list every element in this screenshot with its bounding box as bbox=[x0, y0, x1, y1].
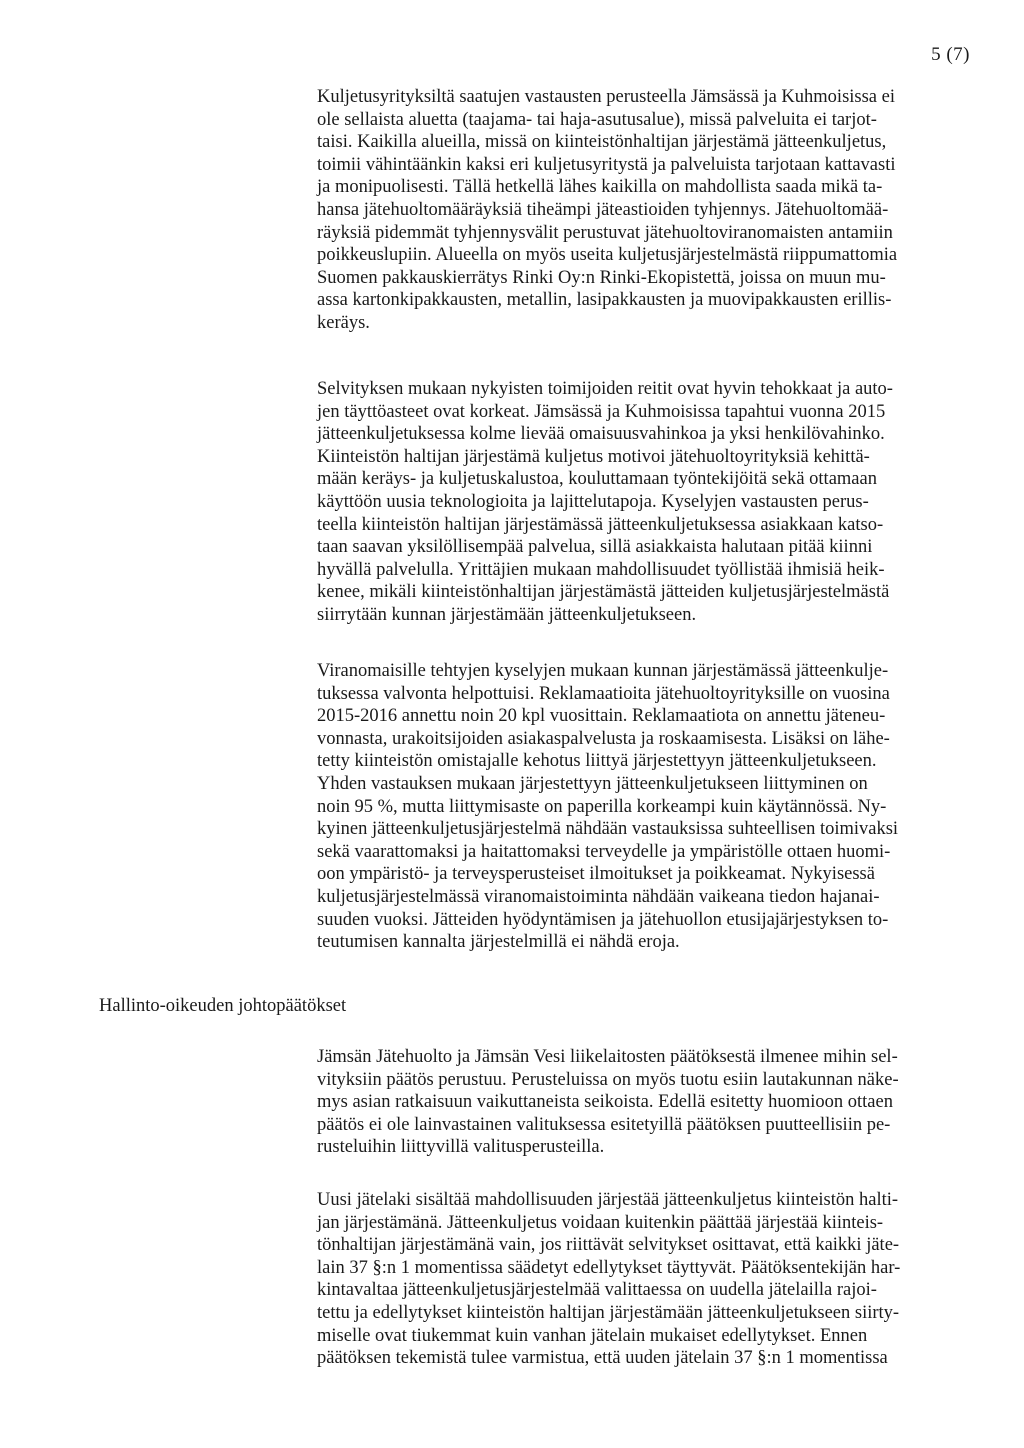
text-line: Uusi jätelaki sisältää mahdollisuuden järjestää jätteenkuljetus kiinteistön halti- bbox=[317, 1190, 899, 1210]
text-line: teutumisen kannalta järjestelmillä ei nähdä eroja. bbox=[317, 932, 680, 953]
text-line: päätöksen tekemistä tulee varmistua, että uuden jätelain 37 §:n 1 momentissa bbox=[317, 1348, 888, 1369]
text-line: sekä vaarattomaksi ja haitattomaksi terveydelle ja ympäristölle ottaen huomi- bbox=[317, 841, 891, 862]
text-line: kyinen jätteenkuljetusjärjestelmä nähdään vastauksissa suhteellisen toimivaksi bbox=[317, 819, 899, 840]
paragraph-5 bbox=[317, 1189, 900, 1370]
text-line: assa kartonkipakkausten, metallin, lasipakkausten ja muovipakkausten erillis- bbox=[317, 290, 892, 311]
paragraph-4 bbox=[317, 1046, 899, 1159]
text-line: rusteluihin liittyvillä valitusperusteilla. bbox=[317, 1137, 605, 1158]
text-line: miselle ovat tiukemmat kuin vanhan jätelain mukaiset edellytykset. Ennen bbox=[317, 1325, 868, 1346]
text-line: Suomen pakkauskierrätys Rinki Oy:n Rinki-Ekopistettä, joissa on muun mu- bbox=[317, 267, 886, 288]
paragraph-3 bbox=[317, 660, 898, 954]
text-line: Selvityksen mukaan nykyisten toimijoiden reitit ovat hyvin tehokkaat ja auto- bbox=[317, 379, 893, 399]
text-line: taisi. Kaikilla alueilla, missä on kiinteistönhaltijan järjestämä jätteenkuljetus, bbox=[317, 132, 887, 153]
text-line: Jämsän Jätehuolto ja Jämsän Vesi liikelaitosten päätöksestä ilmenee mihin sel- bbox=[317, 1047, 898, 1067]
text-line: mys asian ratkaisuun vaikuttaneista seikoista. Edellä esitetty huomioon ottaen bbox=[317, 1092, 893, 1113]
text-line: jätteenkuljetuksessa kolme lievää omaisuusvahinkoa ja yksi henkilövahinko. bbox=[317, 424, 885, 445]
text-line: kenee, mikäli kiinteistönhaltijan järjestämästä jätteiden kuljetusjärjestelmästä bbox=[317, 582, 890, 603]
text-line: räyksiä pidemmät tyhjennysvälit perustuvat jätehuoltoviranomaisten antamiin bbox=[317, 222, 893, 243]
text-line: keräys. bbox=[317, 312, 370, 333]
text-line: käyttöön uusia teknologioita ja lajittelutapoja. Kyselyjen vastausten perus- bbox=[317, 491, 869, 512]
text-line: oon ympäristö- ja terveysperusteiset ilmoitukset ja poikkeamat. Nykyisessä bbox=[317, 864, 875, 885]
text-line: vonnasta, urakoitsijoiden asiakaspalvelusta ja roskaamisesta. Lisäksi on lähe- bbox=[317, 728, 890, 749]
text-line: Yhden vastauksen mukaan järjestettyyn jätteenkuljetukseen liittyminen on bbox=[317, 773, 868, 794]
text-line: tuksessa valvonta helpottuisi. Reklamaatioita jätehuoltoyrityksille on vuosina bbox=[317, 683, 890, 704]
section-heading: Hallinto-oikeuden johtopäätökset bbox=[99, 996, 347, 1016]
text-line: ole sellaista aluetta (taajama- tai haja-asutusalue), missä palveluita ei tarjot- bbox=[317, 109, 877, 130]
text-line: vityksiin päätös perustuu. Perusteluissa on myös tuotu esiin lautakunnan näke- bbox=[317, 1069, 899, 1090]
paragraph-1 bbox=[317, 86, 897, 335]
text-line: hyvällä palvelulla. Yrittäjien mukaan mahdollisuudet työllistää ihmisiä heik- bbox=[317, 559, 885, 580]
paragraph-2 bbox=[317, 378, 893, 627]
text-line: mään keräys- ja kuljetuskalustoa, kouluttamaan työntekijöitä sekä ottamaan bbox=[317, 469, 877, 490]
text-line: tönhaltijan järjestämänä vain, jos riittävät selvitykset osittavat, että kaikki jäte- bbox=[317, 1235, 900, 1256]
text-line: toimii vähintäänkin kaksi eri kuljetusyritystä ja palveluista tarjotaan kattavasti bbox=[317, 154, 896, 175]
text-line: ja monipuolisesti. Tällä hetkellä lähes kaikilla on mahdollista saada mikä ta- bbox=[317, 177, 883, 198]
text-line: kintavaltaa jätteenkuljetusjärjestelmää valittaessa on uudella jätelailla rajoi- bbox=[317, 1280, 877, 1301]
text-line: lain 37 §:n 1 momentissa säädetyt edellytykset täyttyvät. Päätöksentekijän har- bbox=[317, 1257, 901, 1278]
text-line: kuljetusjärjestelmässä viranomaistoiminta nähdään vaikeana tiedon hajanai- bbox=[317, 886, 880, 907]
text-line: hansa jätehuoltomääräyksiä tiheämpi jäteastioiden tyhjennys. Jätehuoltomää- bbox=[317, 199, 889, 220]
text-line: Viranomaisille tehtyjen kyselyjen mukaan kunnan järjestämässä jätteenkulje- bbox=[317, 661, 889, 681]
text-line: jen täyttöasteet ovat korkeat. Jämsässä ja Kuhmoisissa tapahtui vuonna 2015 bbox=[317, 401, 886, 422]
page-number: 5 (7) bbox=[931, 44, 970, 65]
text-line: teella kiinteistön haltijan järjestämässä jätteenkuljetuksessa asiakkaan katso- bbox=[317, 514, 884, 535]
text-line: Kuljetusyrityksiltä saatujen vastausten perusteella Jämsässä ja Kuhmoisissa ei bbox=[317, 87, 895, 107]
text-line: poikkeuslupiin. Alueella on myös useita kuljetusjärjestelmästä riippumattomia bbox=[317, 245, 898, 266]
text-line: 2015-2016 annettu noin 20 kpl vuosittain. Reklamaatiota on annettu jäteneu- bbox=[317, 706, 886, 727]
text-line: suuden vuoksi. Jätteiden hyödyntämisen ja jätehuollon etusijajärjestyksen to- bbox=[317, 909, 889, 930]
text-line: noin 95 %, mutta liittymisaste on paperilla korkeampi kuin käytännössä. Ny- bbox=[317, 796, 887, 817]
text-line: tetty kiinteistön omistajalle kehotus liittyä järjestettyyn jätteenkuljetukseen. bbox=[317, 751, 877, 772]
text-line: jan järjestämänä. Jätteenkuljetus voidaan kuitenkin päättää järjestää kiinteis- bbox=[317, 1212, 884, 1233]
text-line: taan saavan yksilöllisempää palvelua, sillä asiakkaista halutaan pitää kiinni bbox=[317, 537, 873, 558]
text-line: siirrytään kunnan järjestämään jätteenkuljetukseen. bbox=[317, 604, 697, 625]
text-line: päätös ei ole lainvastainen valituksessa esitetyillä päätöksen puutteellisiin pe- bbox=[317, 1114, 891, 1135]
text-line: Kiinteistön haltijan järjestämä kuljetus motivoi jätehuoltoyrityksiä kehittä- bbox=[317, 446, 870, 467]
text-line: tettu ja edellytykset kiinteistön haltijan järjestämään jätteenkuljetukseen siirty- bbox=[317, 1302, 900, 1323]
